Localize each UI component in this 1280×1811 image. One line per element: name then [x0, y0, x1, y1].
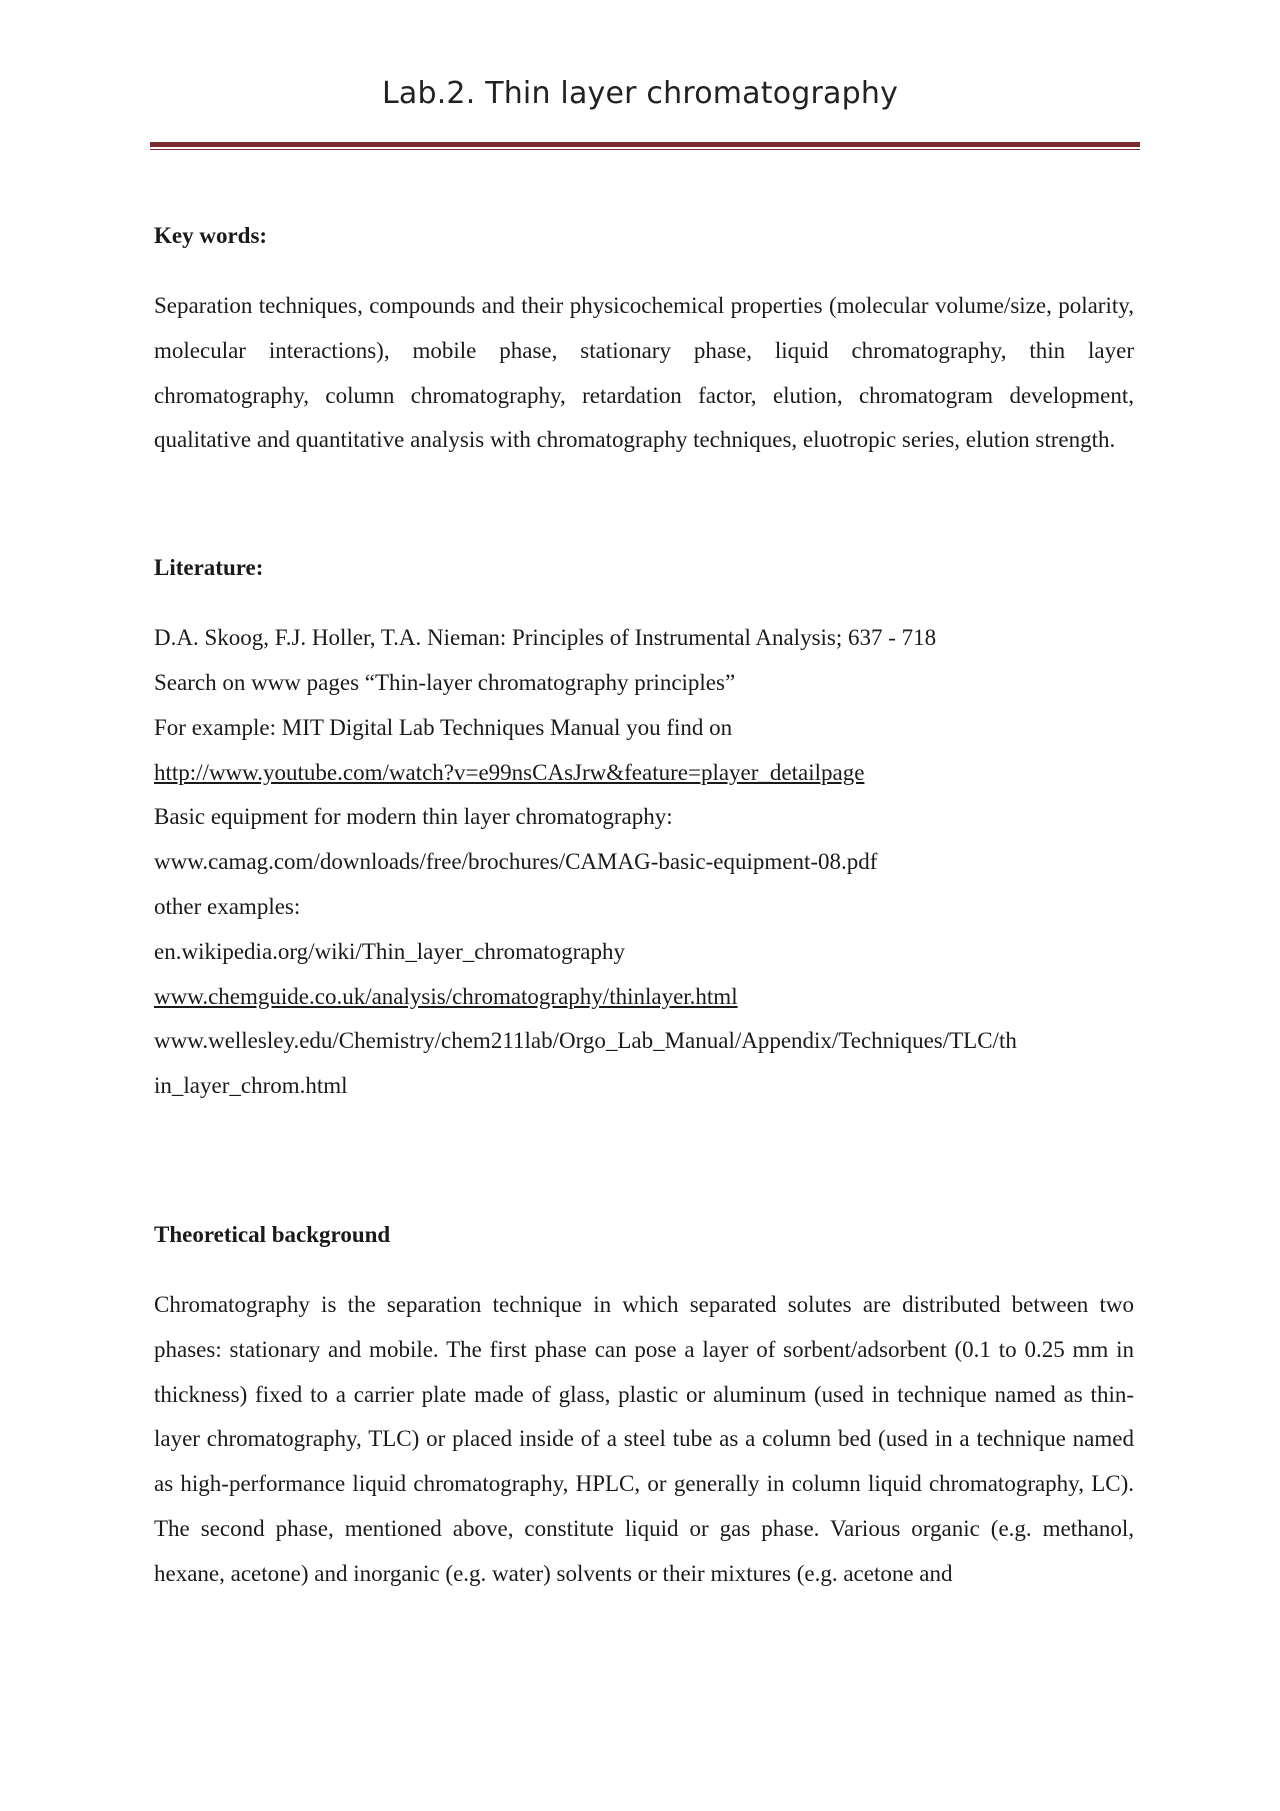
wellesley-link[interactable]: www.wellesley.edu/Chemistry/chem211lab/Orgo_Lab_Manual/Appendix/Techniques/TLC/th [154, 1028, 1017, 1054]
literature-reference: D.A. Skoog, F.J. Holler, T.A. Nieman: Principles of Instrumental Analysis; 637 - 718 [154, 625, 937, 651]
literature-equipment-intro: Basic equipment for modern thin layer chromatography: [154, 804, 673, 830]
page-title: Lab.2. Thin layer chromatography [381, 76, 899, 111]
theory-text: Chromatography is the separation technique in which separated solutes are distributed between two phases: stationary and mobile. The first phase can pose a layer of sorbent/adsorbent (0.1 to 0.25 mm in thickness) fixed to a carrier plate made of glass, plastic or aluminum (used in technique named as thin-layer chromatography, TLC) or placed inside of a steel tube as a column bed (used in a technique named as high-performance liquid chromatography, HPLC, or generally in column liquid chromatography, LC). The second phase, mentioned above, constitute liquid or gas phase. Various organic (e.g. methanol, hexane, acetone) and inorganic (e.g. water) solvents or their mixtures (e.g. acetone and [154, 1291, 1134, 1586]
theory-heading: Theoretical background [154, 1221, 391, 1247]
keywords-heading: Key words: [154, 223, 268, 248]
literature-heading: Literature: [154, 555, 264, 581]
literature-other-examples: other examples: [154, 893, 301, 919]
wikipedia-link[interactable]: en.wikipedia.org/wiki/Thin_layer_chromatography [154, 938, 625, 964]
literature-example-intro: For example: MIT Digital Lab Techniques Manual you find on [154, 714, 733, 740]
header-divider-thin [150, 149, 1140, 150]
youtube-link[interactable]: http://www.youtube.com/watch?v=e99nsCAsJrw&feature=player_detailpage [154, 759, 865, 785]
chemguide-link[interactable]: www.chemguide.co.uk/analysis/chromatography/thinlayer.html [154, 983, 738, 1009]
wellesley-link-continued[interactable]: in_layer_chrom.html [154, 1073, 348, 1099]
header-divider [150, 142, 1140, 147]
camag-link[interactable]: www.camag.com/downloads/free/brochures/CAMAG-basic-equipment-08.pdf [154, 849, 878, 875]
document-body [154, 214, 1134, 1597]
literature-list [154, 616, 1134, 1109]
literature-search-hint: Search on www pages “Thin-layer chromatography principles” [154, 669, 736, 695]
keywords-text: Separation techniques, compounds and their physicochemical properties (molecular volume/size, polarity, molecular interactions), mobile phase, stationary phase, liquid chromatography, thin layer chromatography, column chromatography, retardation factor, elution, chromatogram development, qualitative and quantitative analysis with chromatography techniques, eluotropic series, elution strength. [154, 293, 1134, 453]
